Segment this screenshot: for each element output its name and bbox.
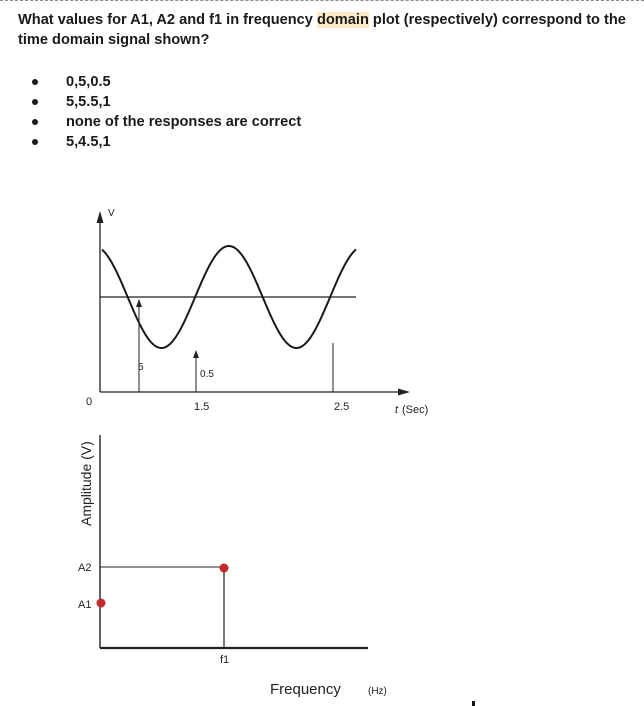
- time-x-axis-t-label: t: [395, 404, 399, 416]
- freq-x-axis-unit: (Hz): [368, 686, 387, 697]
- x-tick-1-label: 1.5: [194, 401, 210, 413]
- offset-arrow-icon: [136, 299, 142, 307]
- frequency-domain-plot: [78, 435, 387, 698]
- question-text-end: plot (respectively) correspond to the time domain signal shown?: [18, 12, 626, 48]
- a2-marker: [220, 564, 229, 573]
- f1-label: f1: [220, 654, 230, 666]
- time-x-axis-arrow-icon: [398, 389, 410, 396]
- offset-label: 5: [138, 362, 144, 373]
- time-domain-plot: [86, 208, 428, 416]
- time-y-axis-arrow-icon: [97, 211, 104, 223]
- option-label: none of the responses are correct: [66, 114, 302, 130]
- x-tick-2-label: 2.5: [334, 401, 350, 413]
- option-label: 5,5.5,1: [66, 94, 111, 110]
- a1-label: A1: [78, 599, 92, 611]
- page-end-mark: [472, 701, 475, 706]
- time-y-axis-label: V: [108, 208, 115, 219]
- freq-x-axis-label: Frequency: [270, 681, 341, 698]
- a2-label: A2: [78, 562, 92, 574]
- amplitude-arrow-icon: [193, 350, 199, 358]
- question-text-start: What values for A1, A2 and f1 in frequency: [18, 12, 317, 28]
- time-x-axis-unit-label: (Sec): [402, 404, 429, 416]
- a1-marker: [97, 599, 106, 608]
- freq-y-axis-label: Amplitude (V): [78, 441, 94, 526]
- option-label: 5,4.5,1: [66, 134, 111, 150]
- amplitude-label: 0.5: [200, 369, 214, 380]
- option-label: 0,5,0.5: [66, 74, 111, 90]
- time-origin-label: 0: [86, 396, 93, 408]
- highlighted-word: domain: [316, 12, 369, 28]
